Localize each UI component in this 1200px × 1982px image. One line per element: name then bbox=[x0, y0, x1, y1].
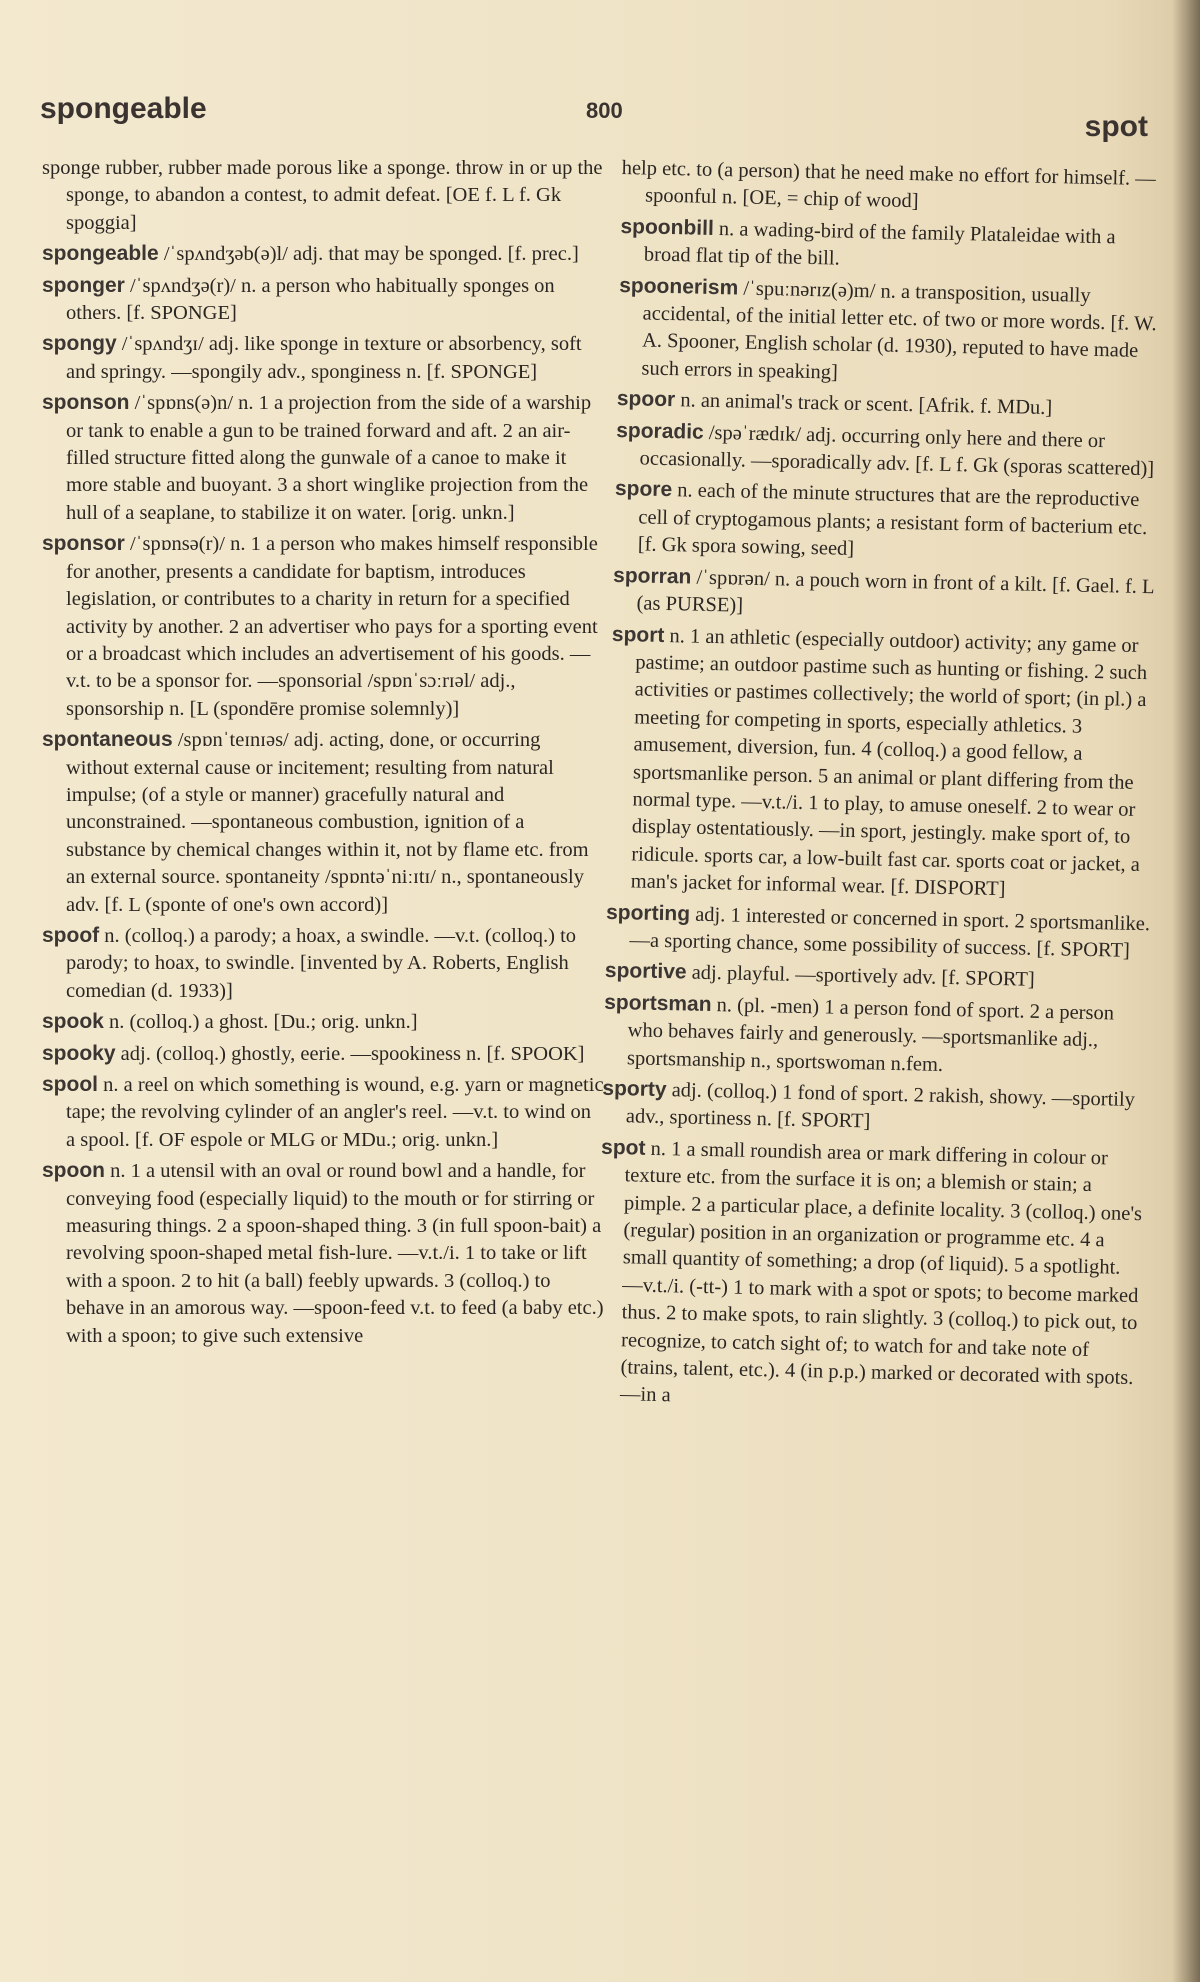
entry-definition: adj. playful. —sportively adv. [f. SPORT] bbox=[686, 961, 1035, 992]
dictionary-entry bbox=[42, 272, 605, 328]
entry-headword: sponsor bbox=[42, 532, 125, 556]
dictionary-entry bbox=[621, 154, 1167, 221]
entry-headword: spooky bbox=[42, 1041, 116, 1065]
entry-definition: adj. (colloq.) 1 fond of sport. 2 rakish, showy. —sportily adv., sportiness n. [f. SPORT] bbox=[625, 1079, 1136, 1133]
dictionary-entry bbox=[620, 213, 1166, 280]
entry-definition: help etc. to (a person) that he need make no effort for himself. —spoonful n. [OE, = chip of wood] bbox=[621, 156, 1156, 213]
entry-headword: sporty bbox=[602, 1076, 667, 1102]
entry-headword: spoon bbox=[42, 1159, 105, 1183]
dictionary-entry bbox=[42, 330, 605, 386]
dictionary-entry bbox=[42, 1071, 605, 1154]
entry-definition: n. 1 an athletic (especially outdoor) activity; any game or pastime; an outdoor pastime such as hunting or fishing. 2 such activities or pastimes collectively; the world of sport; (in pl.) a meeting for competing in sports, especially athletics. 3 amusement, diversion, fun. 4 (colloq.) a good fellow, a sportsmanlike person. 5 an animal or plant differing from the normal type. —v.t./i. 1 to play, to amuse oneself. 2 to wear or display ostentatiously. —in sport, jestingly. make sport of, to ridicule. sports car, a low-built fast car. sports coat or jacket, a man's jacket for informal wear. [f. DISPORT] bbox=[630, 624, 1148, 901]
left-column bbox=[42, 154, 605, 1353]
dictionary-entry bbox=[42, 389, 605, 527]
entry-headword: spore bbox=[614, 477, 673, 502]
entry-definition: /ˈspʌndʒɪ/ adj. like sponge in texture or absorbency, soft and springy. —spongily adv., sponginess n. [f. SPONGE] bbox=[66, 333, 582, 383]
entry-headword: sporran bbox=[612, 563, 692, 589]
dictionary-entry bbox=[42, 154, 605, 237]
entry-definition: /spəˈrædɪk/ adj. occurring only here and there or occasionally. —sporadically adv. [f. L f. Gk (sporas scattered)] bbox=[639, 421, 1155, 481]
entry-headword: spoor bbox=[616, 387, 676, 412]
entry-definition: /ˈspuːnərɪz(ə)m/ n. a transposition, usually accidental, of the initial letter etc. of two or more words. [f. W. A. Spooner, English scholar (d. 1930), reputed to have made such errors in speaking] bbox=[641, 277, 1157, 384]
dictionary-entry bbox=[602, 1075, 1148, 1142]
entry-headword: spongeable bbox=[42, 242, 159, 266]
dictionary-entry bbox=[617, 272, 1164, 394]
entry-definition: adj. 1 interested or concerned in sport. 2 sportsmanlike. —a sporting chance, some possibility of success. [f. SPORT] bbox=[629, 903, 1151, 962]
entry-headword: spoonerism bbox=[619, 273, 739, 300]
entry-headword: sporadic bbox=[615, 418, 704, 444]
entry-headword: sportive bbox=[604, 959, 687, 984]
entry-definition: n. (pl. -men) 1 a person fond of sport. 2 a person who behaves fairly and generously. —sportsmanlike adj., sportsmanship n., sportswoman n.fem. bbox=[626, 993, 1115, 1076]
entry-headword: spongy bbox=[42, 332, 117, 356]
entry-headword: sporting bbox=[605, 900, 691, 926]
dictionary-entry bbox=[612, 562, 1158, 629]
dictionary-entry bbox=[615, 417, 1161, 484]
entry-headword: spontaneous bbox=[42, 728, 173, 752]
dictionary-entry bbox=[42, 726, 605, 919]
entry-definition: adj. (colloq.) ghostly, eerie. —spookiness n. [f. SPOOK] bbox=[115, 1042, 585, 1065]
entry-definition: n. each of the minute structures that are the reproductive cell of cryptogamous plants; a resistant form of bacterium etc. [f. Gk spora sowing, seed] bbox=[637, 479, 1148, 561]
entry-definition: sponge rubber, rubber made porous like a sponge. throw in or up the sponge, to abandon a contest, to admit defeat. [OE f. L f. Gk spoggia] bbox=[42, 157, 603, 234]
dictionary-entry bbox=[42, 530, 605, 723]
right-column bbox=[596, 154, 1167, 1423]
entry-headword: spoof bbox=[42, 923, 100, 947]
dictionary-entry bbox=[614, 475, 1161, 570]
entry-definition: n. 1 a utensil with an oval or round bowl and a handle, for conveying food (especially liquid) to the mouth or for stirring or measuring things. 2 a spoon-shaped thing. 3 (in full spoon-bait) a revolving spoon-shaped metal fish-lure. —v.t./i. 1 to take or lift with a spoon. 2 to hit (a ball) feebly upwards. 3 (colloq.) to behave in an amorous way. —spoon-feed v.t. to feed (a baby etc.) with a spoon; to give such extensive bbox=[66, 1160, 604, 1347]
dictionary-entry bbox=[42, 922, 605, 1005]
entry-definition: /ˈspɒrən/ n. a pouch worn in front of a kilt. [f. Gael. f. L (as PURSE)] bbox=[636, 566, 1155, 617]
dictionary-entry bbox=[606, 620, 1157, 906]
entry-headword: sponger bbox=[42, 273, 125, 297]
page-number: 800 bbox=[586, 98, 623, 123]
entry-headword: spook bbox=[42, 1010, 104, 1034]
entry-definition: n. an animal's track or scent. [Afrik. f. MDu.] bbox=[674, 389, 1053, 420]
entry-definition: n. (colloq.) a ghost. [Du.; orig. unkn.] bbox=[103, 1011, 418, 1034]
dictionary-entry bbox=[605, 898, 1151, 965]
entry-headword: spool bbox=[42, 1073, 98, 1096]
entry-definition: n. 1 a small roundish area or mark differing in colour or texture etc. from the surface it is on; a blemish or stain; a pimple. 2 a particular place, a definite locality. 3 (colloq.) one's (regular) position in an organization or programme etc. 4 a small quantity of something; a drop (of liquid). 5 a spotlight. —v.t./i. (-tt-) 1 to mark with a spot or spots; to become marked thus. 2 to make spots, to rain slightly. 3 (colloq.) to pick out, to recognize, to catch sight of; to watch for and take note of (trains, talent, etc.). 4 (in p.p.) marked or decorated with spots. —in a bbox=[619, 1137, 1143, 1407]
dictionary-entry bbox=[603, 989, 1150, 1084]
entry-definition: /ˈspɒnsə(r)/ n. 1 a person who makes himself responsible for another, presents a candidate for baptism, introduces legislation, or contributes to a charity in return for a specified activity by another. 2 an advertiser who pays for a sporting event or a broadcast which includes an advertisement of his goods. —v.t. to be a sponsor for. —sponsorial /spɒnˈsɔːrɪəl/ adj., sponsorship n. [L (spondēre promise solemnly)] bbox=[66, 533, 598, 720]
entry-headword: sport bbox=[611, 622, 665, 647]
dictionary-entry bbox=[42, 1008, 605, 1036]
entry-headword: sponson bbox=[42, 391, 130, 415]
dictionary-entry bbox=[596, 1134, 1147, 1420]
entry-definition: /ˈspʌndʒəb(ə)l/ adj. that may be sponged. [f. prec.] bbox=[158, 243, 579, 266]
entry-definition: n. a wading-bird of the family Plataleidae with a broad flat tip of the bill. bbox=[643, 217, 1116, 270]
entry-definition: /ˈspɒns(ə)n/ n. 1 a projection from the side of a warship or tank to enable a gun to be trained forward and aft. 2 an air-filled structure fitted along the gunwale of a canoe to make it more stable and buoyant. 3 a short winglike projection from the hull of a seaplane, to stabilize it on water. [orig. unkn.] bbox=[66, 392, 592, 524]
right-guide-word: spot bbox=[1084, 110, 1148, 143]
entry-headword: spot bbox=[600, 1135, 646, 1160]
entry-definition: n. (colloq.) a parody; a hoax, a swindle. —v.t. (colloq.) to parody; to hoax, to swindle. [invented by A. Roberts, English comedian (d. 1933)] bbox=[66, 924, 577, 1002]
entry-definition: /spɒnˈteɪnɪəs/ adj. acting, done, or occurring without external cause or incitement; resulting from natural impulse; (of a style or manner) gracefully natural and unconstrained. —spontaneous combustion, ignition of a substance by chemical changes within it, not by flame etc. from an external source. spontaneity /spɒntəˈniːɪtɪ/ n., spontaneously adv. [f. L (sponte of one's own accord)] bbox=[66, 729, 589, 916]
entry-headword: sportsman bbox=[603, 990, 712, 1016]
entry-definition: /ˈspʌndʒə(r)/ n. a person who habitually sponges on others. [f. SPONGE] bbox=[66, 274, 555, 325]
entry-definition: n. a reel on which something is wound, e.g. yarn or magnetic tape; the revolving cylinder of an angler's reel. —v.t. to wind on a spool. [f. OF espole or MLG or MDu.; orig. unkn.] bbox=[66, 1074, 604, 1151]
entry-headword: spoonbill bbox=[620, 214, 715, 240]
left-guide-word: spongeable bbox=[40, 92, 207, 125]
dictionary-entry bbox=[42, 1040, 605, 1068]
dictionary-entry bbox=[42, 1157, 605, 1350]
dictionary-entry bbox=[42, 240, 605, 268]
